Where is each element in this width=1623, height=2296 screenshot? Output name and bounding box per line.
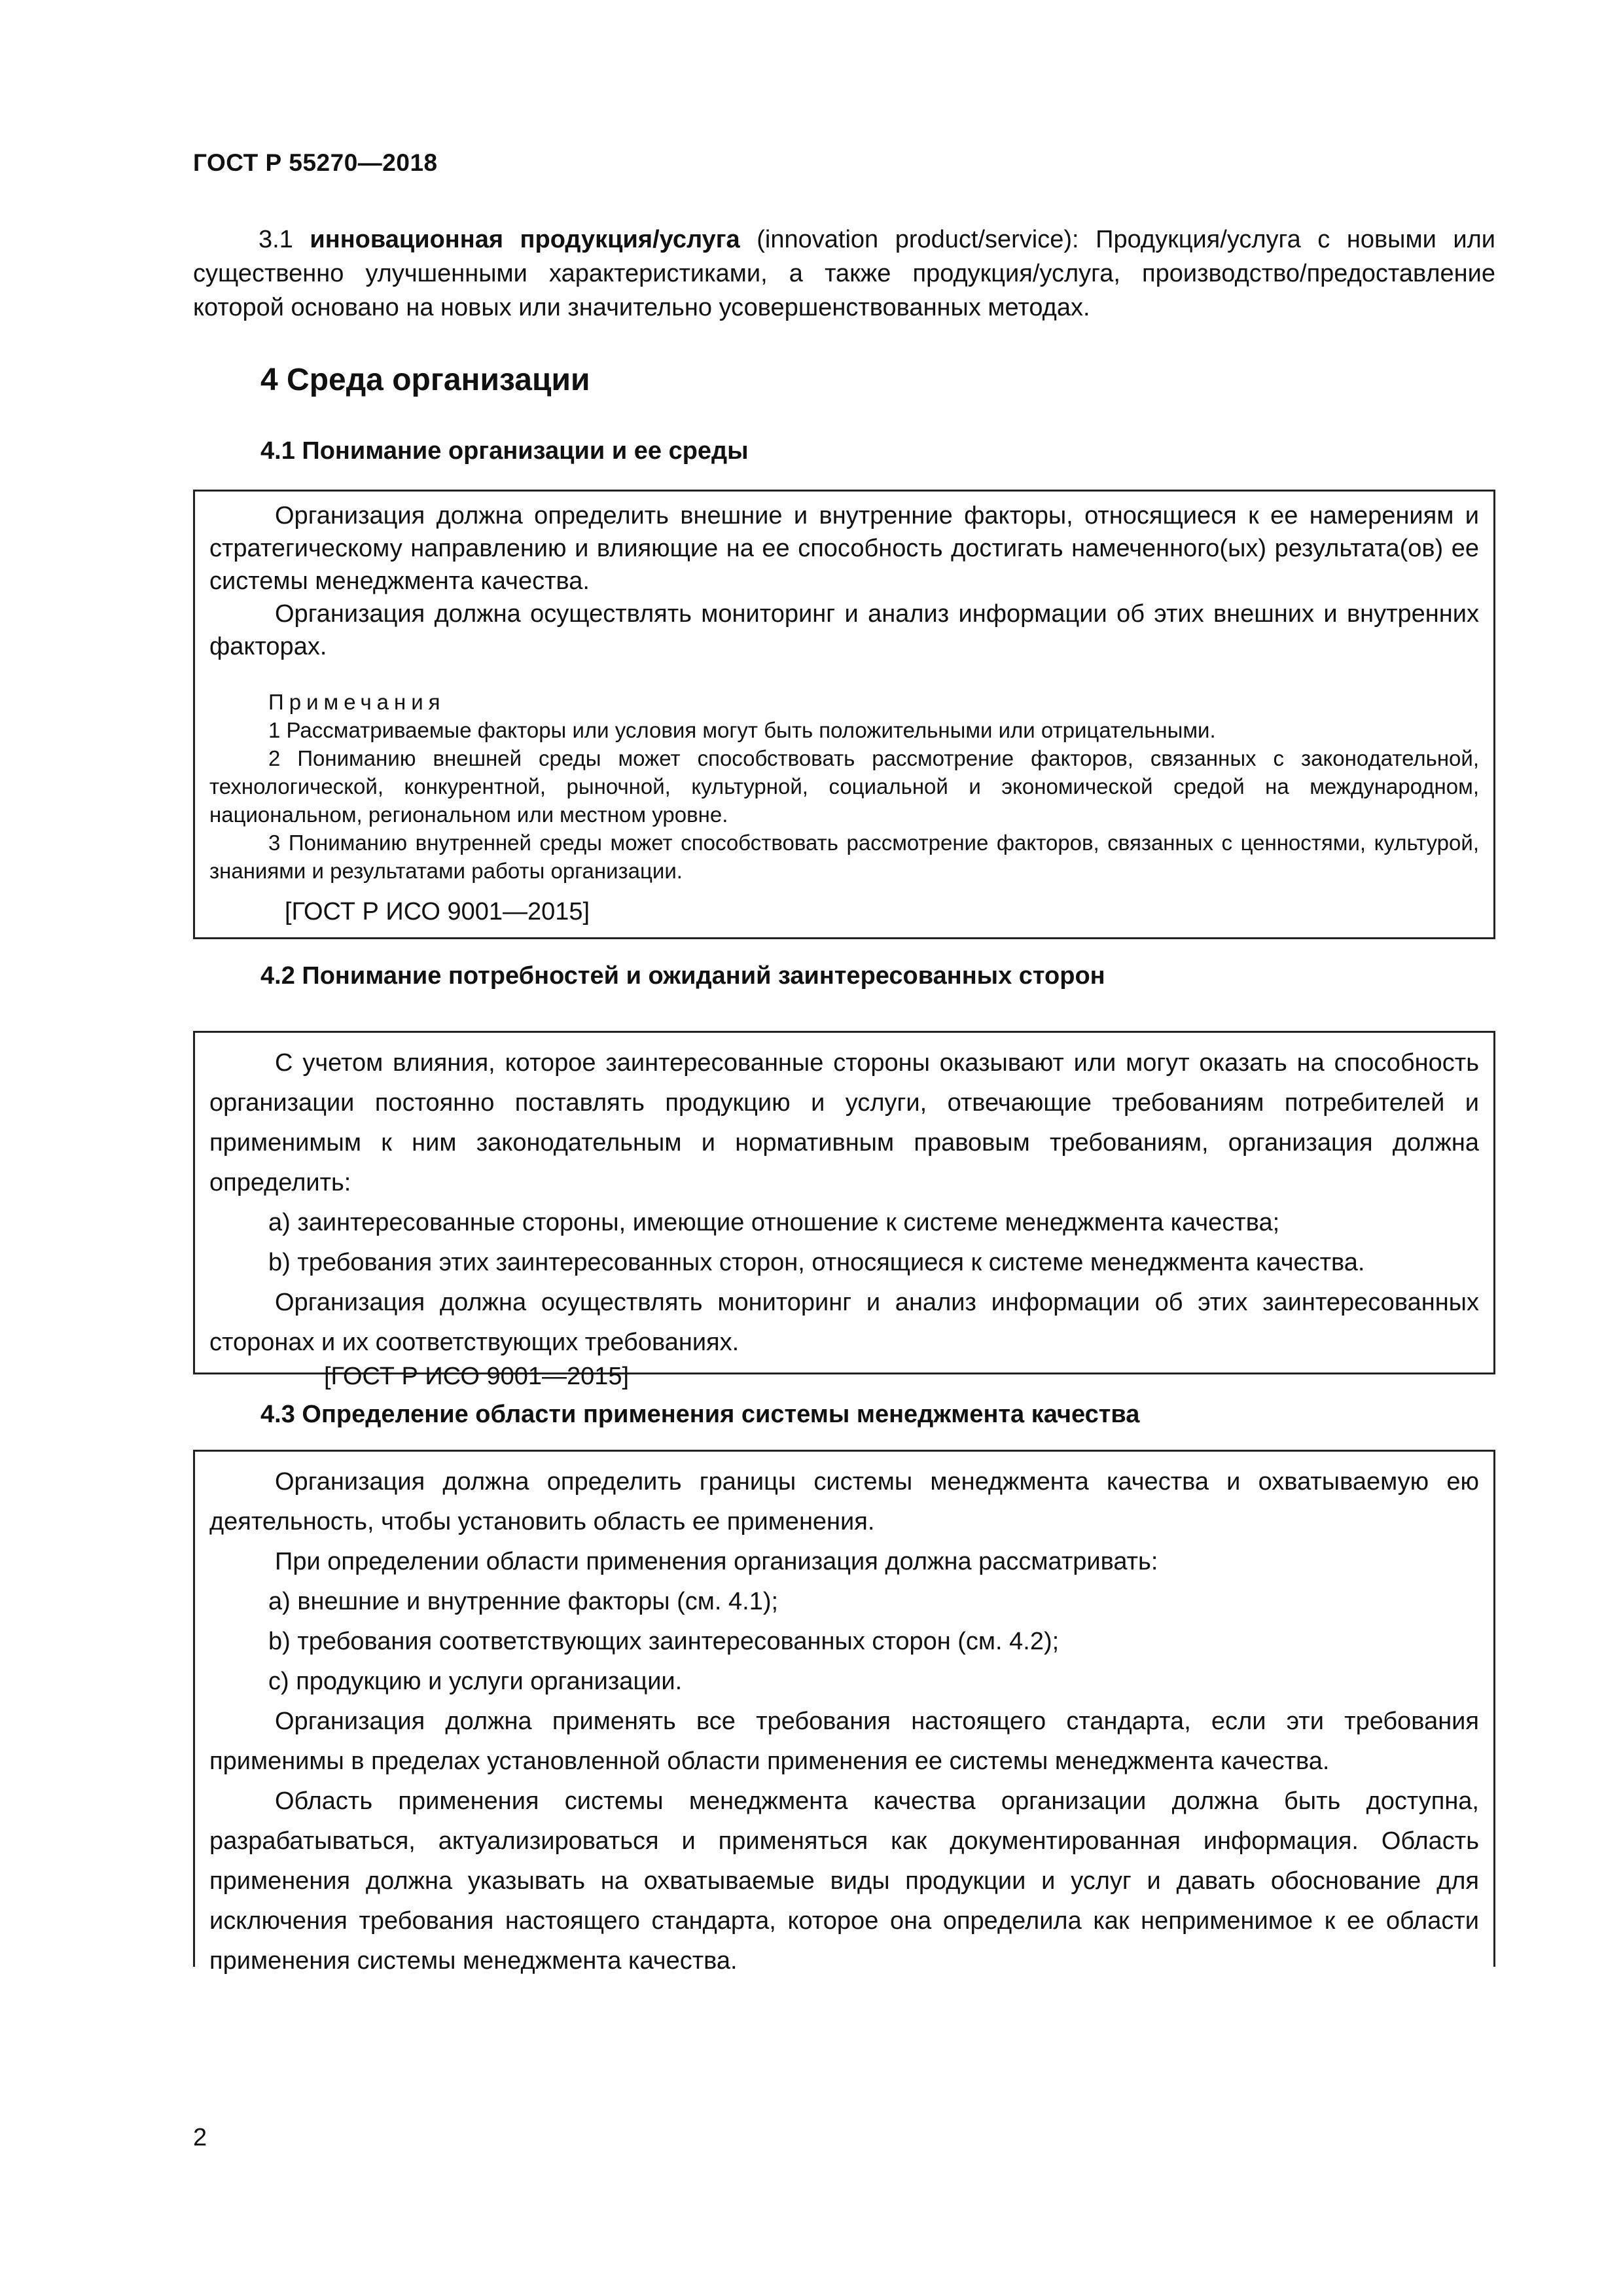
note-3: 3 Пониманию внутренней среды может способствовать рассмотрение факторов, связанных с ценностями, культурой, знаниями и результатами работы организации. — [209, 831, 1479, 883]
definition-text: (innovation product/service): Продукция/услуга с новыми или существенно улучшенными характеристиками, а также продукция/услуга, производство/предоставление которой основано на новых или значительно усовершенствованных методах. — [193, 226, 1495, 321]
s42-item-a: a) заинтересованные стороны, имеющие отношение к системе менеджмента качества; — [268, 1209, 1280, 1236]
notes-block — [209, 688, 1479, 885]
s42-reference: [ГОСТ Р ИСО 9001—2015] — [324, 1363, 630, 1390]
notes-heading: Примечания — [268, 690, 446, 714]
section-4-3-title: 4.3 Определение области применения системы менеджмента качества — [260, 1401, 1140, 1428]
s42-item-b: b) требования этих заинтересованных сторон, относящиеся к системе менеджмента качества. — [268, 1249, 1365, 1276]
s41-paragraph-1: Организация должна определить внешние и внутренние факторы, относящиеся к ее намерениям и стратегическому направлению и влияющие на ее способность достигать намеченного(ых) результата(ов) ее системы менеджмента качества. — [209, 502, 1479, 595]
s43-paragraph-2: При определении области применения организация должна рассматривать: — [275, 1548, 1158, 1575]
document-id-header: ГОСТ Р 55270—2018 — [193, 149, 438, 176]
section-4-2-title: 4.2 Понимание потребностей и ожиданий заинтересованных сторон — [260, 962, 1105, 990]
quote-box-4-3 — [193, 1450, 1495, 1975]
s43-paragraph-1: Организация должна определить границы системы менеджмента качества и охватываемую ею деятельность, чтобы установить область ее применения. — [209, 1468, 1479, 1535]
quote-box-4-2 — [193, 1031, 1495, 1390]
s43-item-c: c) продукцию и услуги организации. — [268, 1668, 683, 1695]
s42-paragraph-2: Организация должна осуществлять мониторинг и анализ информации об этих заинтересованных сторонах и их соответствующих требованиях. — [209, 1289, 1479, 1356]
s42-paragraph-1: С учетом влияния, которое заинтересованные стороны оказывают или могут оказать на способность организации постоянно поставлять продукцию и услуги, отвечающие требованиям потребителей и применимым к ним законодательным и нормативным правовым требованиям, организация должна определить: — [209, 1049, 1479, 1196]
page-number: 2 — [193, 2124, 207, 2151]
definition-term: инновационная продукция/услуга — [310, 226, 740, 253]
s41-reference: [ГОСТ Р ИСО 9001—2015] — [285, 898, 590, 925]
s43-paragraph-4: Область применения системы менеджмента качества организации должна быть доступна, разрабатываться, актуализироваться и применяться как документированная информация. Область применения должна указывать на охватываемые виды продукции и услуг и давать обоснование для исключения требования настоящего стандарта, которое она определила как неприменимое к ее области применения системы менеджмента качества. — [209, 1787, 1479, 1975]
section-4-1-title: 4.1 Понимание организации и ее среды — [260, 437, 749, 465]
definition-3-1 — [193, 223, 1495, 325]
s43-paragraph-3: Организация должна применять все требования настоящего стандарта, если эти требования применимы в пределах установленной области применения ее системы менеджмента качества. — [209, 1708, 1479, 1775]
definition-number: 3.1 — [259, 226, 293, 253]
s43-item-a: a) внешние и внутренние факторы (см. 4.1); — [268, 1588, 779, 1615]
s41-paragraph-2: Организация должна осуществлять мониторинг и анализ информации об этих внешних и внутренних факторах. — [209, 600, 1479, 660]
s43-item-b: b) требования соответствующих заинтересованных сторон (см. 4.2); — [268, 1628, 1060, 1655]
note-2: 2 Пониманию внешней среды может способствовать рассмотрение факторов, связанных с законодательной, технологической, конкурентной, рыночной, культурной, социальной и экономической средой на международном, национальном, региональном или местном уровне. — [209, 746, 1479, 827]
section-4-title: 4 Среда организации — [260, 363, 590, 397]
note-1: 1 Рассматриваемые факторы или условия могут быть положительными или отрицательными. — [268, 718, 1216, 742]
quote-box-4-1 — [193, 490, 1495, 939]
